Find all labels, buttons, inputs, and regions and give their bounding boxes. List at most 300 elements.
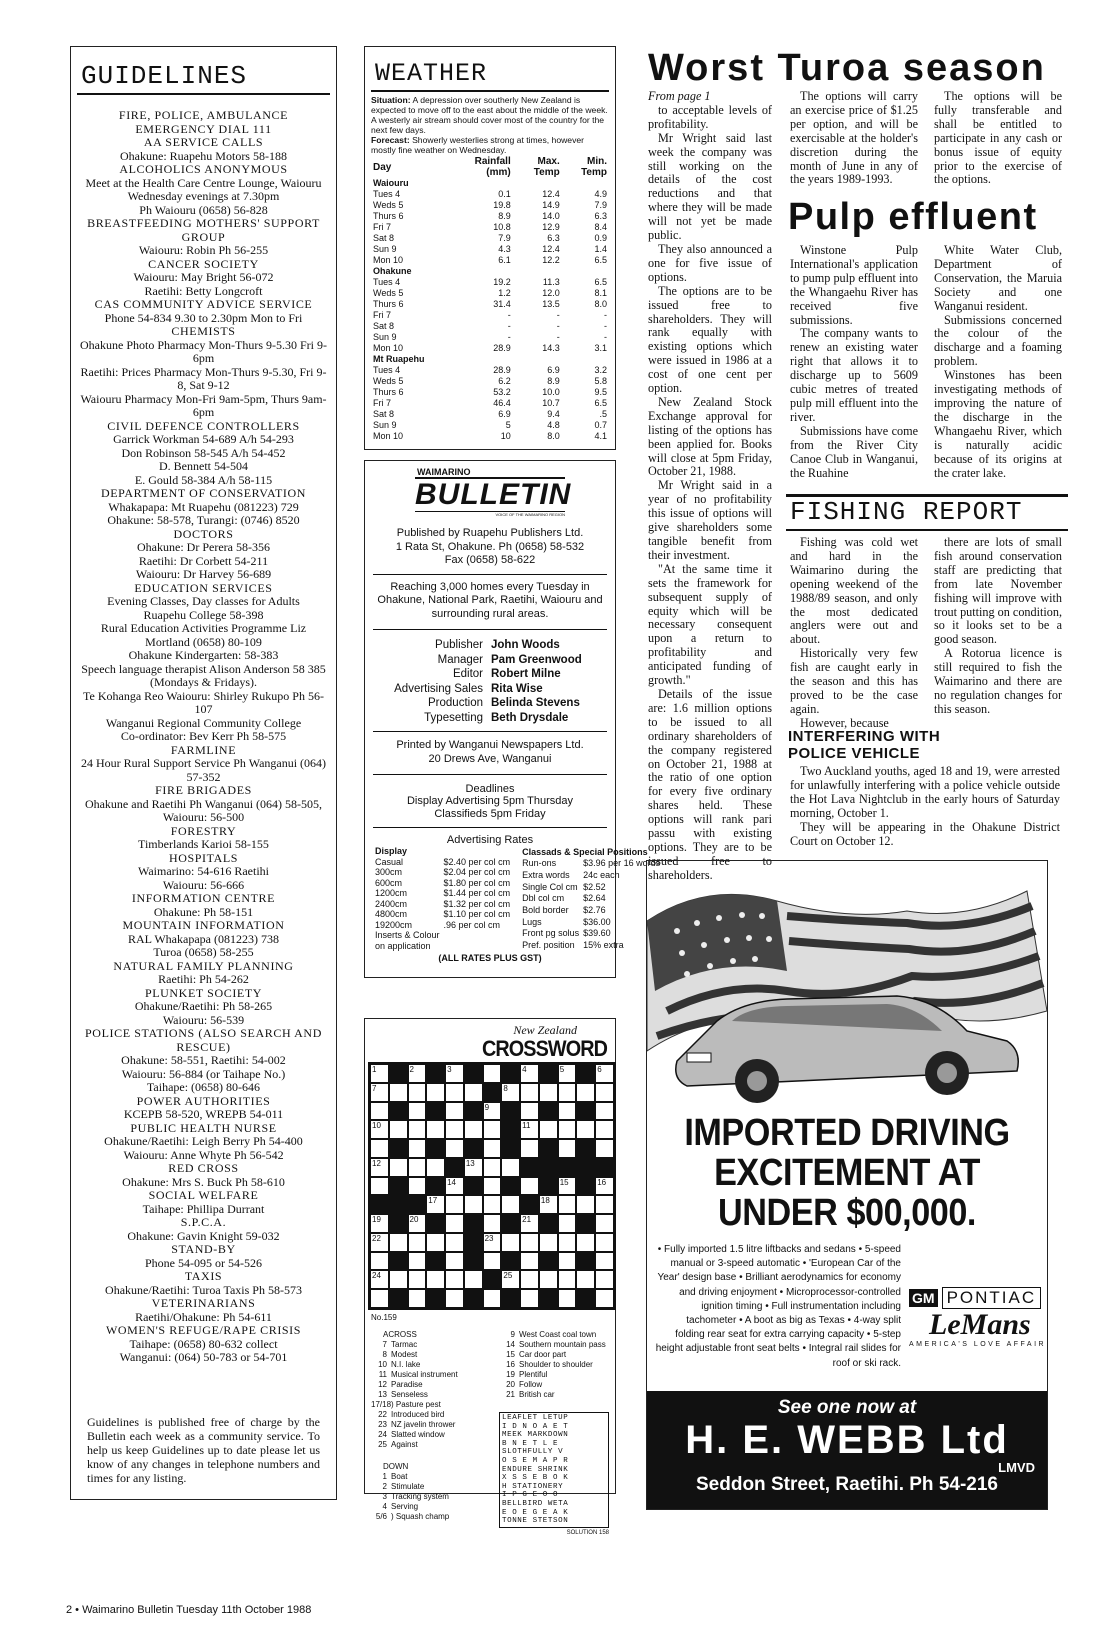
crossword-cell[interactable]: [370, 1102, 389, 1121]
guideline-heading: ALCOHOLICS ANONYMOUS: [119, 162, 288, 176]
crossword-logo: [371, 1023, 607, 1060]
guideline-line: Ohakune Kindergarten: 58-383: [128, 648, 279, 662]
guideline-line: Taihape: (0658) 80-646: [146, 1080, 261, 1094]
guideline-heading: INFORMATION CENTRE: [131, 891, 276, 905]
staff-name: John Woods: [491, 639, 560, 651]
crossword-cell[interactable]: [389, 1120, 408, 1139]
weather-cell: -: [556, 332, 560, 342]
weather-cell: -: [507, 332, 511, 342]
crossword-cell[interactable]: [576, 1270, 595, 1289]
weather-cell: 14.0: [542, 211, 560, 221]
crossword-cell[interactable]: [539, 1233, 558, 1252]
crossword-cell[interactable]: [370, 1289, 389, 1308]
crossword-cell[interactable]: [558, 1083, 577, 1102]
weather-cell: 7.9: [498, 233, 511, 243]
crossword-cell[interactable]: [595, 1120, 614, 1139]
crossword-cell[interactable]: [426, 1233, 445, 1252]
solution-label: SOLUTION 158: [566, 1529, 609, 1536]
printer-lines: [373, 738, 607, 775]
clue-number: 1: [382, 1472, 387, 1481]
guideline-entry: [79, 1122, 328, 1163]
staff-row: [373, 653, 607, 668]
crossword-cell[interactable]: [464, 1083, 483, 1102]
weather-cell: Fri 7: [373, 222, 391, 232]
crossword-cell[interactable]: [520, 1289, 539, 1308]
across-list: [371, 1340, 487, 1450]
fishing-col2-text: [934, 536, 1062, 717]
weather-cell: 12.4: [542, 244, 560, 254]
crossword-cell[interactable]: [576, 1195, 595, 1214]
clue-text: West Coast coal town: [519, 1330, 597, 1339]
crossword-black-cell: [464, 1139, 483, 1158]
crossword-cell[interactable]: [558, 1139, 577, 1158]
crossword-cell[interactable]: [595, 1214, 614, 1233]
crossword-cell[interactable]: [370, 1083, 389, 1102]
rate-cell: [442, 941, 513, 952]
weather-cell: 4.8: [547, 420, 560, 430]
rate-cell: 600cm: [375, 877, 403, 888]
crossword-cell[interactable]: [520, 1233, 539, 1252]
weather-cell: 1.2: [498, 288, 511, 298]
article-paragraph: Winstones has been investigating methods of improving the nature of the discharge in the Whangaehu River, which is naturally acidic because of its origins at the crater lake.: [934, 368, 1062, 480]
crossword-cell[interactable]: [501, 1158, 520, 1177]
guideline-line: Turoa (0658) 58-255: [153, 945, 254, 959]
guideline-line: Raetihi/Ohakune: Ph 54-611: [135, 1309, 272, 1324]
crossword-cell[interactable]: [408, 1120, 427, 1139]
crossword-cell[interactable]: [370, 1120, 389, 1139]
clue-item: [371, 1410, 487, 1420]
crossword-cell[interactable]: [558, 1195, 577, 1214]
crossword-black-cell: [389, 1064, 408, 1083]
crossword-cell[interactable]: [558, 1289, 577, 1308]
article-paragraph: They also announced a one for five issue of options.: [648, 241, 772, 284]
weather-group-name: Ohakune: [373, 266, 412, 276]
crossword-cell[interactable]: [576, 1233, 595, 1252]
crossword-cell[interactable]: [408, 1139, 427, 1158]
crossword-cell[interactable]: [408, 1177, 427, 1196]
fishing-col1-text: [790, 536, 918, 731]
crossword-black-cell: [576, 1214, 595, 1233]
weather-cell: Mon 10: [373, 255, 404, 265]
crossword-cell[interactable]: [501, 1233, 520, 1252]
bulletin-kicker: WAIMARINO: [417, 467, 471, 477]
crossword-black-cell: [501, 1064, 520, 1083]
crossword-cell[interactable]: [520, 1252, 539, 1271]
weather-cell: 19.2: [493, 277, 511, 287]
crossword-cell[interactable]: [464, 1120, 483, 1139]
crossword-cell[interactable]: [445, 1214, 464, 1233]
crossword-cell[interactable]: [576, 1083, 595, 1102]
article-paragraph: The options will be fully transferable and shall be entitled to participate in any cash or bonus issue of equity prior to the exercise of the options.: [934, 89, 1062, 187]
weather-cell: Fri 7: [373, 398, 391, 408]
rate-cell: $2.52: [583, 881, 606, 892]
clue-item: [371, 1390, 487, 1400]
crossword-clue-number: 4: [522, 1065, 527, 1074]
weather-forecast: [371, 135, 609, 155]
clue-text: Musical instrument: [391, 1370, 458, 1379]
clue-text: Stimulate: [391, 1482, 425, 1491]
crossword-cell[interactable]: [389, 1083, 408, 1102]
weather-cell: Thurs 6: [373, 387, 404, 397]
crossword-black-cell: [408, 1195, 427, 1214]
crossword-cell[interactable]: [520, 1177, 539, 1196]
clue-number: 19: [506, 1370, 515, 1379]
crossword-cell[interactable]: [539, 1120, 558, 1139]
guideline-entry: [79, 744, 328, 785]
weather-cell: Mon 10: [373, 343, 404, 353]
rate-row: [520, 893, 662, 905]
crossword-cell[interactable]: [483, 1195, 502, 1214]
crossword-cell[interactable]: [483, 1177, 502, 1196]
crossword-cell[interactable]: [558, 1252, 577, 1271]
weather-cell: 6.9: [498, 409, 511, 419]
crossword-cell[interactable]: [370, 1214, 389, 1233]
guideline-line: Ph Waiouru (0658) 56-828: [139, 202, 268, 217]
crossword-cell[interactable]: [539, 1083, 558, 1102]
clue-item: [371, 1482, 487, 1492]
deadlines-title: Deadlines: [465, 783, 515, 795]
guidelines-title: GUIDELINES: [77, 61, 330, 95]
crossword-cell[interactable]: [445, 1064, 464, 1083]
lemans-logo: LeMans: [929, 1308, 1031, 1341]
rate-cell: 300cm: [375, 867, 403, 877]
rate-row: [520, 858, 662, 870]
crossword-cell[interactable]: [595, 1270, 614, 1289]
crossword-cell[interactable]: [408, 1270, 427, 1289]
guideline-line: Meet at the Health Care Centre Lounge, Waiouru Wednesday evenings at 7.30pm: [85, 175, 322, 203]
weather-cell: Thurs 6: [373, 211, 404, 221]
article-paragraph: to acceptable levels of profitability.: [648, 102, 772, 131]
crossword-black-cell: [483, 1083, 502, 1102]
crossword-clue-number: 5: [559, 1065, 565, 1074]
rate-cell: $2.76: [583, 904, 606, 915]
crossword-cell[interactable]: [445, 1083, 464, 1102]
crossword-black-cell: [501, 1139, 520, 1158]
crossword-cell[interactable]: [408, 1064, 427, 1083]
weather-cell: Tues 4: [373, 365, 401, 375]
guideline-entry: [79, 1162, 328, 1189]
crossword-black-cell: [464, 1102, 483, 1121]
weather-header-rain: Rainfall (mm): [474, 156, 511, 178]
crossword-cell[interactable]: [520, 1270, 539, 1289]
crossword-cell[interactable]: [426, 1270, 445, 1289]
crossword-cell[interactable]: [595, 1102, 614, 1121]
weather-cell: Sun 9: [373, 332, 397, 342]
fishing-title: FISHING REPORT: [786, 497, 1068, 531]
guideline-heading: FORESTRY: [170, 823, 237, 838]
weather-cell: -: [604, 332, 607, 342]
clue-text: Serving: [391, 1502, 419, 1511]
clue-item: [371, 1420, 487, 1430]
article-paragraph: However, because: [800, 715, 889, 730]
flag-and-car-illustration: [647, 861, 1047, 1111]
weather-cell: Sun 9: [373, 420, 397, 430]
crossword-cell[interactable]: [595, 1252, 614, 1271]
guideline-line: Evening Classes, Day classes for Adults: [107, 594, 300, 608]
rate-row: [373, 930, 512, 941]
staff-row: [373, 711, 607, 726]
crossword-cell[interactable]: [370, 1233, 389, 1252]
clue-item: [371, 1350, 487, 1360]
guideline-heading: POWER AUTHORITIES: [136, 1093, 271, 1108]
crossword-cell[interactable]: [445, 1177, 464, 1196]
crossword-cell[interactable]: [595, 1139, 614, 1158]
guideline-line: Waiouru: Dr Harvey 56-689: [135, 567, 272, 581]
crossword-black-cell: [389, 1177, 408, 1196]
weather-cell: 8.9: [547, 376, 560, 386]
guideline-heading: FIRE BRIGADES: [155, 783, 252, 797]
crossword-cell[interactable]: [445, 1270, 464, 1289]
crossword-black-cell: [595, 1158, 614, 1177]
crossword-cell[interactable]: [558, 1177, 577, 1196]
crossword-cell[interactable]: [445, 1139, 464, 1158]
clue-item: [499, 1360, 609, 1370]
publisher-line: Published by Ruapehu Publishers Ltd.: [396, 527, 584, 539]
crossword-cell[interactable]: [483, 1214, 502, 1233]
weather-row: [371, 398, 609, 409]
crossword-cell[interactable]: [558, 1102, 577, 1121]
crossword-cell[interactable]: [370, 1177, 389, 1196]
weather-group-row: [371, 354, 609, 365]
crossword-cell[interactable]: [408, 1158, 427, 1177]
crossword-cell[interactable]: [539, 1195, 558, 1214]
crossword-cell[interactable]: [520, 1064, 539, 1083]
crossword-cell[interactable]: [520, 1102, 539, 1121]
crossword-black-cell: [539, 1139, 558, 1158]
crossword-cell[interactable]: [408, 1214, 427, 1233]
across2-list: [499, 1330, 609, 1400]
crossword-cell[interactable]: [595, 1177, 614, 1196]
weather-row: [371, 189, 609, 200]
crossword-black-cell: [464, 1214, 483, 1233]
publisher-line: Fax (0658) 58-622: [444, 554, 536, 566]
crossword-clue-number: 20: [409, 1215, 419, 1225]
guideline-line: Ohakune/Raetihi: Leigh Berry Ph 54-400: [104, 1134, 303, 1148]
crossword-cell[interactable]: [389, 1270, 408, 1289]
clue-number: 12: [378, 1380, 387, 1389]
guideline-heading: EDUCATION SERVICES: [134, 580, 273, 595]
article-paragraph: Historically very few fish are caught early in the season and this has proved to be the case again.: [790, 646, 918, 716]
crossword-cell[interactable]: [595, 1195, 614, 1214]
crossword-clue-number: 1: [372, 1065, 377, 1074]
crossword-cell[interactable]: [426, 1195, 445, 1214]
weather-cell: -: [507, 321, 511, 331]
crossword-cell[interactable]: [558, 1064, 577, 1083]
guideline-heading: SOCIAL WELFARE: [148, 1188, 259, 1202]
weather-row: [371, 420, 609, 431]
clue-text: Car door part: [519, 1350, 567, 1359]
clue-number: 25: [378, 1440, 387, 1449]
guideline-entry: [79, 1095, 328, 1122]
crossword-cell[interactable]: [595, 1083, 614, 1102]
crossword-cell[interactable]: [520, 1139, 539, 1158]
weather-cell: 0.7: [594, 420, 607, 430]
rate-cell: 19200cm: [375, 919, 413, 930]
crossword-logo-top: New Zealand: [513, 1023, 577, 1037]
guideline-heading: PUBLIC HEALTH NURSE: [130, 1120, 277, 1135]
weather-row: [371, 255, 609, 266]
rate-cell: 24c each: [583, 869, 620, 880]
clue-number: 7: [382, 1340, 387, 1349]
crossword-black-cell: [539, 1158, 558, 1177]
guideline-entry: [79, 217, 328, 258]
guideline-line: Waiouru: Anne Whyte Ph 56-542: [123, 1147, 284, 1162]
weather-cell: 10.0: [542, 387, 560, 397]
guideline-heading: AA SERVICE CALLS: [143, 135, 264, 149]
crossword-cell[interactable]: [408, 1102, 427, 1121]
weather-cell: 9.4: [547, 409, 560, 419]
crossword-cell[interactable]: [483, 1120, 502, 1139]
guideline-entry: [79, 1270, 328, 1297]
crossword-black-cell: [426, 1139, 445, 1158]
rate-cell: Single Col cm: [522, 881, 578, 892]
crossword-cell[interactable]: [370, 1139, 389, 1158]
crossword-black-cell: [426, 1177, 445, 1196]
rate-cell: [442, 930, 513, 941]
guideline-entry: [79, 825, 328, 852]
weather-cell: 19.8: [493, 200, 511, 210]
rate-row: [373, 878, 512, 889]
crossword-cell[interactable]: [483, 1139, 502, 1158]
guideline-entry: [79, 136, 328, 163]
crossword-cell[interactable]: [445, 1195, 464, 1214]
crossword-cell[interactable]: [483, 1233, 502, 1252]
guideline-heading: DEPARTMENT OF CONSERVATION: [100, 486, 307, 500]
crossword-cell[interactable]: [595, 1289, 614, 1308]
crossword-cell[interactable]: [408, 1083, 427, 1102]
forecast-text: Showerly westerlies strong at times, however mostly fine weather on Wednesday.: [371, 135, 585, 155]
crossword-cell[interactable]: [445, 1289, 464, 1308]
crossword-cell[interactable]: [445, 1252, 464, 1271]
police-headline: INTERFERING WITH POLICE VEHICLE: [788, 728, 941, 762]
crossword-cell[interactable]: [483, 1064, 502, 1083]
weather-cell: 10: [500, 431, 511, 441]
ad-headline-line: EXCITEMENT AT: [714, 1152, 980, 1194]
crossword-cell[interactable]: [445, 1233, 464, 1252]
car-ad: [646, 860, 1048, 1510]
crossword-black-cell: [558, 1158, 577, 1177]
crossword-cell[interactable]: [501, 1195, 520, 1214]
crossword-cell[interactable]: [370, 1064, 389, 1083]
crossword-cell[interactable]: [558, 1214, 577, 1233]
crossword-cell[interactable]: [445, 1102, 464, 1121]
crossword-cell[interactable]: [595, 1064, 614, 1083]
article-paragraph: The options will carry an exercise price of $1.25 per option, and will be exercisable at the holder's discretion during the month of June in any of the years 1989-1993.: [790, 89, 918, 187]
weather-cell: Thurs 6: [373, 299, 404, 309]
crossword-cell[interactable]: [483, 1252, 502, 1271]
guideline-line: D. Bennett 54-504: [159, 459, 248, 473]
clue-text: Senseless: [391, 1390, 428, 1399]
article-paragraph: Submissions have come from the River City Canoe Club in Wanganui, the Ruahine: [790, 423, 918, 480]
clue-number: 17/18: [371, 1400, 392, 1409]
crossword-cell[interactable]: [464, 1270, 483, 1289]
crossword-cell[interactable]: [426, 1158, 445, 1177]
weather-cell: 5.8: [594, 376, 607, 386]
crossword-cell[interactable]: [558, 1233, 577, 1252]
crossword-black-cell: [539, 1289, 558, 1308]
weather-cell: 6.9: [547, 365, 560, 375]
crossword-black-cell: [426, 1252, 445, 1271]
bulletin-masthead-text: BULLETIN: [415, 478, 572, 511]
crossword-black-cell: [501, 1214, 520, 1233]
crossword-cell[interactable]: [426, 1120, 445, 1139]
crossword-cell[interactable]: [370, 1158, 389, 1177]
rates-title: Advertising Rates: [446, 834, 534, 846]
weather-cell: 6.3: [547, 233, 560, 243]
crossword-cell[interactable]: [483, 1289, 502, 1308]
clue-item: [371, 1472, 487, 1482]
rate-cell: Bold border: [522, 904, 569, 915]
clue-number: 14: [506, 1340, 515, 1349]
crossword-cell[interactable]: [370, 1270, 389, 1289]
weather-cell: 4.1: [594, 431, 607, 441]
crossword-cell[interactable]: [389, 1233, 408, 1252]
rates-tables: [373, 846, 661, 951]
crossword-clue-number: 12: [372, 1158, 381, 1168]
down-list: [371, 1472, 487, 1522]
rate-row: [373, 899, 512, 910]
crossword-cell[interactable]: [445, 1120, 464, 1139]
crossword-cell[interactable]: [520, 1214, 539, 1233]
guideline-line: Wanganui: (064) 50-783 or 54-701: [119, 1350, 288, 1364]
rate-row: [520, 928, 662, 940]
clue-number: 5/6: [375, 1512, 387, 1521]
weather-cell: 31.4: [493, 299, 511, 309]
banner-text: See one now at: [777, 1397, 917, 1418]
crossword-cell[interactable]: [408, 1252, 427, 1271]
rate-row: [520, 869, 662, 881]
crossword-cell[interactable]: [558, 1270, 577, 1289]
crossword-cell[interactable]: [426, 1083, 445, 1102]
guideline-entry: [79, 582, 328, 744]
rate-row: [373, 867, 512, 878]
clue-item: [371, 1400, 487, 1410]
crossword-cell[interactable]: [389, 1158, 408, 1177]
crossword-clue-number: 3: [447, 1065, 452, 1074]
crossword-black-cell: [464, 1289, 483, 1308]
crossword-cell[interactable]: [408, 1233, 427, 1252]
crossword-clue-number: 6: [597, 1065, 602, 1074]
crossword-cell[interactable]: [464, 1195, 483, 1214]
guideline-line: Te Kohanga Reo Waiouru: Shirley Rukupo Ph 56-107: [83, 688, 324, 716]
crossword-grid: [368, 1062, 616, 1310]
weather-cell: 3.2: [594, 365, 607, 375]
guideline-line: Waimarino: 54-616 Raetihi: [137, 864, 269, 878]
weather-cell: Tues 4: [373, 189, 401, 199]
crossword-cell[interactable]: [408, 1289, 427, 1308]
crossword-cell[interactable]: [501, 1083, 520, 1102]
weather-header-min: Min. Temp: [581, 156, 607, 178]
crossword-cell[interactable]: [576, 1120, 595, 1139]
crossword-cell[interactable]: [483, 1158, 502, 1177]
rates-display-table: [373, 846, 512, 951]
crossword-cell[interactable]: [370, 1252, 389, 1271]
crossword-cell[interactable]: [595, 1233, 614, 1252]
guideline-line: Phone 54-095 or 54-526: [145, 1255, 262, 1270]
weather-cell: 5: [505, 420, 511, 430]
crossword-cell[interactable]: [520, 1083, 539, 1102]
crossword-cell[interactable]: [501, 1270, 520, 1289]
crossword-cell[interactable]: [520, 1120, 539, 1139]
crossword-cell[interactable]: [483, 1102, 502, 1121]
crossword-cell[interactable]: [464, 1158, 483, 1177]
crossword-cell[interactable]: [558, 1120, 577, 1139]
solution-row: ENDURE SHRINK: [502, 1465, 569, 1474]
guideline-line: Ohakune: Mrs S. Buck Ph 58-610: [122, 1174, 285, 1189]
weather-cell: 12.4: [542, 189, 560, 199]
crossword-clue-number: 10: [372, 1121, 381, 1131]
crossword-cell[interactable]: [539, 1270, 558, 1289]
